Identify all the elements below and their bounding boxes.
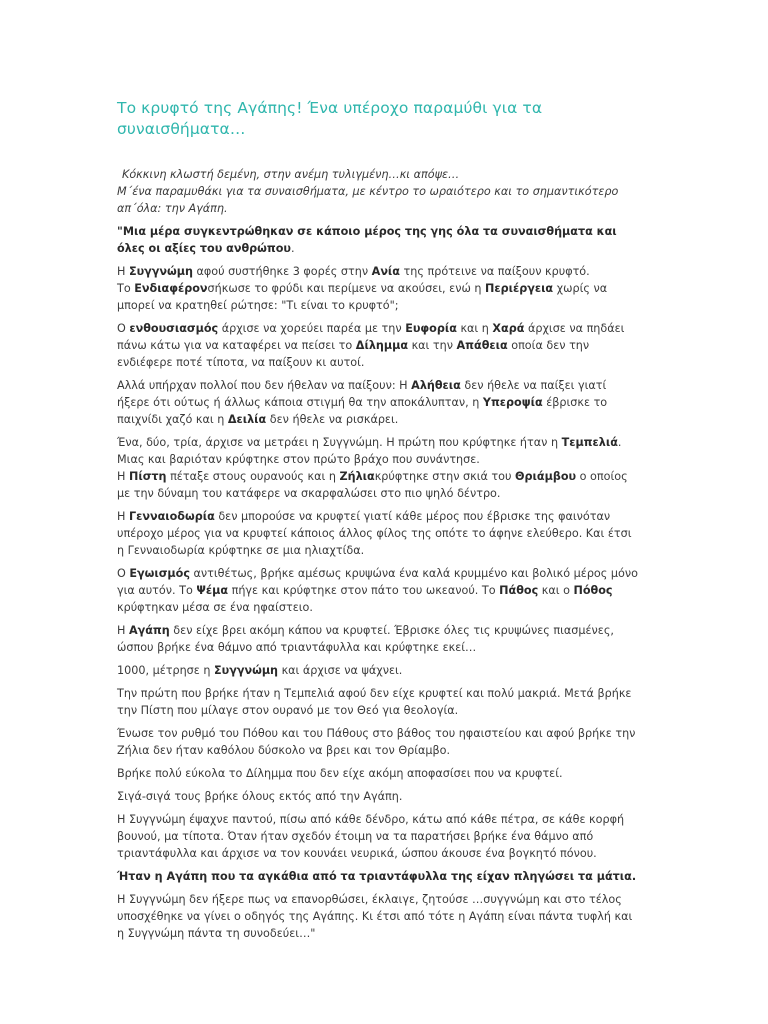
emphasized-term: Ανία	[371, 265, 400, 278]
text-run: . Μιας και βαριόταν κρύφτηκε στον πρώτο βράχο που συνάντησε.	[117, 436, 622, 466]
text-run: Το	[117, 282, 135, 295]
intro-line: Μ΄ένα παραμυθάκι για τα συναισθήματα, με κέντρο το ωραιότερο και το σημαντικότερο απ΄όλα: την Αγάπη.	[117, 185, 619, 215]
text-run: Ο	[117, 322, 130, 335]
text-run: Ένωσε τον ρυθμό του Πόθου και του Πάθους στο βάθος του ηφαιστείου και αφού βρήκε την Ζήλια δεν ήταν καθόλου δύσκολο να βρει και τον Θρίαμβο.	[117, 727, 636, 757]
emphasized-term: Τεμπελιά	[561, 436, 618, 449]
text-run: και άρχισε να ψάχνει.	[278, 664, 403, 677]
story-paragraph	[117, 622, 642, 656]
emphasized-term: "Μια μέρα συγκεντρώθηκαν σε κάποιο μέρος της γης όλα τα συναισθήματα και όλες οι αξίες του ανθρώπου	[117, 225, 617, 255]
text-run: Αλλά υπήρχαν πολλοί που δεν ήθελαν να παίξουν: Η	[117, 379, 412, 392]
emphasized-term: Πίστη	[128, 470, 167, 483]
story-paragraph	[117, 685, 642, 719]
emphasized-term: Πόθος	[573, 584, 613, 597]
story-paragraph	[117, 891, 642, 942]
emphasized-term: Ενδιαφέρον	[134, 282, 208, 295]
story-paragraph	[117, 320, 642, 371]
emphasized-term: Ήταν η Αγάπη που τα αγκάθια από τα τριαντάφυλλα της είχαν πληγώσει τα μάτια.	[117, 870, 637, 883]
story-paragraph	[117, 725, 642, 759]
text-run: Η	[117, 624, 129, 637]
story-paragraph	[117, 223, 642, 257]
text-run: έβρισκε το παιχνίδι χαζό και η	[117, 396, 608, 426]
emphasized-term: Δίλημμα	[355, 339, 409, 352]
emphasized-term: Γενναιοδωρία	[128, 510, 215, 523]
text-run: .	[290, 242, 295, 255]
text-run: Σιγά-σιγά τους βρήκε όλους εκτός από την Αγάπη.	[117, 790, 403, 803]
page-title: Το κρυφτό της Αγάπης! Ένα υπέροχο παραμύθι για τα συναισθήματα…	[117, 99, 543, 138]
text-run: χωρίς να μπορεί να κρατηθεί ρώτησε: "Τι είναι το κρυφτό";	[117, 282, 608, 312]
story-paragraph	[117, 811, 642, 862]
text-run: Βρήκε πολύ εύκολα το Δίλημμα που δεν είχε ακόμη αποφασίσει που να κρυφτεί.	[117, 767, 563, 780]
story-body	[117, 223, 642, 942]
article	[117, 98, 642, 948]
text-run: Η	[117, 470, 129, 483]
story-paragraph	[117, 765, 642, 782]
text-run: άρχισε να χορεύει παρέα με την	[218, 322, 406, 335]
emphasized-term: Συγγνώμη	[214, 664, 279, 677]
text-run: και η	[456, 322, 493, 335]
emphasized-term: Εγωισμός	[129, 567, 190, 580]
story-paragraph	[117, 565, 642, 616]
text-run: Η	[117, 510, 129, 523]
emphasized-term: Χαρά	[492, 322, 525, 335]
text-run: πήγε και κρύφτηκε στον πάτο του ωκεανού. Το	[228, 584, 500, 597]
story-paragraph	[117, 263, 642, 314]
emphasized-term: Περιέργεια	[485, 282, 554, 295]
text-run: και την	[408, 339, 457, 352]
emphasized-term: Απάθεια	[456, 339, 508, 352]
emphasized-term: ενθουσιασμός	[129, 322, 219, 335]
text-run: Την πρώτη που βρήκε ήταν η Τεμπελιά αφού δεν είχε κρυφτεί και πολύ μακριά. Μετά βρήκε την Πίστη που μίλαγε στον ουρανό με τον Θεό για θεολογία.	[117, 687, 632, 717]
text-run: δεν ήθελε να παίξει γιατί ήξερε ότι ούτως ή άλλως κάποια στιγμή θα την αποκάλυπταν, η	[117, 379, 607, 409]
story-paragraph	[117, 662, 642, 679]
text-run: 1000, μέτρησε η	[117, 664, 215, 677]
text-run: της πρότεινε να παίξουν κρυφτό.	[399, 265, 590, 278]
text-run: δεν μπορούσε να κρυφτεί γιατί κάθε μέρος που έβρισκε της φαινόταν υπέροχο μέρος για να κρυφτεί κάποιος άλλος φίλος της οπότε το άφηνε ελεύθερο. Και έτσι η Γενναιοδωρία κρύφτηκε σε μια ηλιαχτίδα.	[117, 510, 632, 557]
text-run: και ο	[538, 584, 574, 597]
emphasized-term: Θριάμβου	[515, 470, 577, 483]
intro-line: Κόκκινη κλωστή δεμένη, στην ανέμη τυλιγμένη…κι απόψε…	[122, 168, 460, 181]
text-run: πέταξε στους ουρανούς και η	[166, 470, 340, 483]
text-run: κρύφτηκαν μέσα σε ένα ηφαίστειο.	[117, 601, 313, 614]
emphasized-term: Ψέμα	[196, 584, 229, 597]
text-run: Η	[117, 265, 129, 278]
text-run: οποία δεν την ενδιέφερε ποτέ τίποτα, να παίξουν κι αυτοί.	[117, 339, 590, 369]
text-run: κρύφτηκε στην σκιά του	[374, 470, 516, 483]
text-run: άρχισε να πηδάει πάνω κάτω για να καταφέρει να πείσει το	[117, 322, 625, 352]
emphasized-term: Πάθος	[499, 584, 539, 597]
text-run: αφού συστήθηκε 3 φορές στην	[192, 265, 372, 278]
emphasized-term: Δειλία	[227, 413, 267, 426]
text-run: Η Συγγνώμη έψαχνε παντού, πίσω από κάθε δένδρο, κάτω από κάθε πέτρα, σε κάθε κορφή βουνού, μα τίποτα. Όταν ήταν σχεδόν έτοιμη να τα παρατήσει βρήκε ένα θάμνο από τριαντάφυλλα και άρχισε να τον κουνάει νευρικά, ώσπου άκουσε ένα βογκητό πόνου.	[117, 813, 625, 860]
story-paragraph	[117, 508, 642, 559]
story-paragraph	[117, 868, 642, 885]
intro-block	[117, 166, 642, 217]
emphasized-term: Υπεροψία	[482, 396, 543, 409]
story-paragraph	[117, 434, 642, 502]
text-run: δεν είχε βρει ακόμη κάπου να κρυφτεί. Έβρισκε όλες τις κρυψώνες πιασμένες, ώσπου βρήκε ένα θάμνο από τριαντάφυλλα και κρύφτηκε εκεί…	[117, 624, 614, 654]
story-paragraph	[117, 377, 642, 428]
text-run: σήκωσε το φρύδι και περίμενε να ακούσει, ενώ η	[207, 282, 486, 295]
emphasized-term: Ζήλια	[339, 470, 375, 483]
text-run: ο οποίος με την δύναμη του κατάφερε να σκαρφαλώσει στο πιο ψηλό δέντρο.	[117, 470, 628, 500]
emphasized-term: Αγάπη	[128, 624, 170, 637]
text-run: Η Συγγνώμη δεν ήξερε πως να επανορθώσει, έκλαιγε, ζητούσε …συγγνώμη και στο τέλος υποσχέθηκε να γίνει ο οδηγός της Αγάπης. Κι έτσι από τότε η Αγάπη είναι πάντα τυφλή και η Συγγνώμη πάντα τη συνοδεύει…"	[117, 893, 633, 940]
text-run: δεν ήθελε να ρισκάρει.	[266, 413, 399, 426]
emphasized-term: Ευφορία	[405, 322, 457, 335]
emphasized-term: Αλήθεια	[411, 379, 461, 392]
text-run: αντιθέτως, βρήκε αμέσως κρυψώνα ένα καλά κρυμμένο και βολικό μέρος μόνο για αυτόν. Το	[117, 567, 638, 597]
story-paragraph	[117, 788, 642, 805]
text-run: Ένα, δύο, τρία, άρχισε να μετράει η Συγγνώμη. Η πρώτη που κρύφτηκε ήταν η	[117, 436, 562, 449]
emphasized-term: Συγγνώμη	[128, 265, 193, 278]
text-run: Ο	[117, 567, 130, 580]
